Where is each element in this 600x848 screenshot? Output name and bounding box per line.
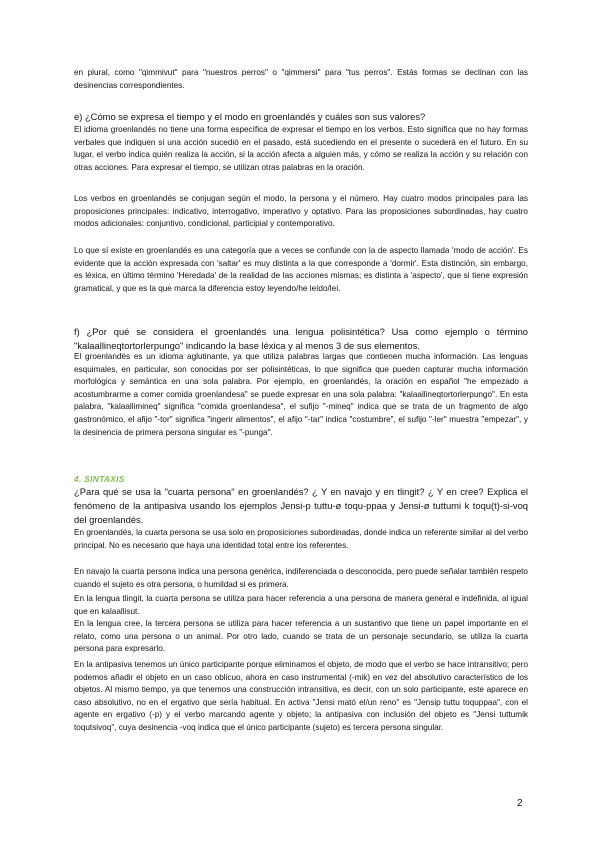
question-e: e) ¿Cómo se expresa el tiempo y el modo en groenlandés y cuáles son sus valores?	[74, 111, 426, 122]
paragraph-s4: En la lengua cree, la tercera persona se utiliza para hacer referencia a un sustantivo que tiene un papel importante en el relato, como una persona o un animal. Por otro lado, cuando se trata de un personaje secundario, se utiliza la cuarta persona para expresarlo.	[74, 619, 528, 654]
paragraph-s2: En navajo la cuarta persona indica una persona genérica, indiferenciada o desconocida, pero puede señalar también respeto cuando el sujeto es otra persona, o humildad si es primera.	[74, 567, 528, 589]
paragraph-s5: En la antipasiva tenemos un único participante porque eliminamos el objeto, de modo que el verbo se hace intransitivo; pero podemos añadir el objeto en un caso oblicuo, ahora en caso instrumental (-mik) en vez del absolutivo característico de los objetos. Al mismo tiempo, ya que tenemos una construcción intransitiva, es decir, con un solo participante, este aparece en caso absolutivo, no en el ergativo que sería habitual. En activa "Jensi mató el/un reno" es "Jensip tuttu toquppaa", con el agente en ergativo (-p) y el verbo marcando agente y objeto; la antipasiva con inclusión del objeto es "Jensi tuttumik toqutsivoq", cuya desinencia -voq indica que el único participante (sujeto) es tercera persona singular.	[74, 660, 528, 732]
paragraph-e2: Los verbos en groenlandés se conjugan según el modo, la persona y el número. Hay cuatro modos principales para las proposiciones principales: indicativo, interrogativo, imperativo y optativo. Para las proposiciones subordinadas, hay cuatro modos adicionales: conjuntivo, condicional, participial y contemporativo.	[74, 194, 528, 229]
paragraph-e1: El idioma groenlandés no tiene una forma específica de expresar el tiempo en los verbos. Esto significa que no hay formas verbales que indiquen si una acción sucedió en el pasado, está sucediendo en el presente o sucederá en el futuro. En su lugar, el verbo indica quién realiza la acción, si la acción afecta a alguien más, y cómo se realiza la acción y su relación con otras acciones. Para expresar el tiempo, se utilizan otras palabras en la oración.	[74, 125, 528, 172]
paragraph-intro: en plural, como "qimmivut" para "nuestros perros" o "qimmersi" para "tus perros". Estás formas se declinan con las desinencias correspondientes.	[74, 68, 528, 90]
question-syntax: ¿Para qué se usa la "cuarta persona" en groenlandés? ¿ Y en navajo y en tlingit? ¿ Y en cree? Explica el fenómeno de la antipasiva usando los ejemplos Jensi-p tuttu-ø toqu-ppaa y Jensi-ø tuttumi k toqu(t)-si-voq del groenlandés.	[74, 486, 528, 525]
paragraph-f1: El groenlandés es un idioma aglutinante, ya que utiliza palabras largas que contienen mucha información. Las lenguas esquimales, en particular, son conocidas por ser polisintéticas, lo que significa que pueden capturar mucha información morfológica y semántica en una sola palabra. Por ejemplo, en groenlandés, la oración en español "he empezado a acostumbrarme a comer comida groenlandesa" se puede expresar en una sola palabra: "kalaallineqtortorlerpungo". En esta palabra, "kalaallimineq" significa "comida groenlandesa", el sufijo "-mineq" indica que se trata de un fragmento de algo gastronómico, el afijo "-tor" significa "ingerir alimentos", el afijo "-tar" indica "costumbre", el sufijo "-ler" muestra "empezar", y la desinencia de primera persona singular es "-punga".	[74, 352, 528, 437]
question-f: f) ¿Por qué se considera el groenlandés una lengua polisintética? Usa como ejemplo o término "kalaallineqtortorlerpungo" indicando la base léxica y al menos 3 de sus elementos.	[74, 326, 528, 351]
section-title: 4. SINTAXIS	[74, 474, 125, 484]
paragraph-s1: En groenlandés, la cuarta persona se usa solo en proposiciones subordinadas, donde indica un referente similar al del verbo principal. No es necesario que haya una identidad total entre los referentes.	[74, 528, 528, 550]
paragraph-e3: Lo que sí existe en groenlandés es una categoría que a veces se confunde con la de aspecto llamada 'modo de acción'. Es evidente que la acción expresada con 'saltar' es muy distinta a la que corresponde a 'dormir'. Esta distinción, sin embargo, es léxica, en último término 'Heredada' de la realidad de las acciones mismas; es distinta a 'aspecto', que si tiene expresión gramatical, y que es la que marca la diferencia estoy leyendo/he leído/leí.	[74, 246, 528, 293]
page-number: 2	[517, 798, 523, 809]
paragraph-s3: En la lengua tlingit, la cuarta persona se utiliza para hacer referencia a una persona de manera general e indefinida, al igual que en kalaallisut.	[74, 594, 528, 616]
